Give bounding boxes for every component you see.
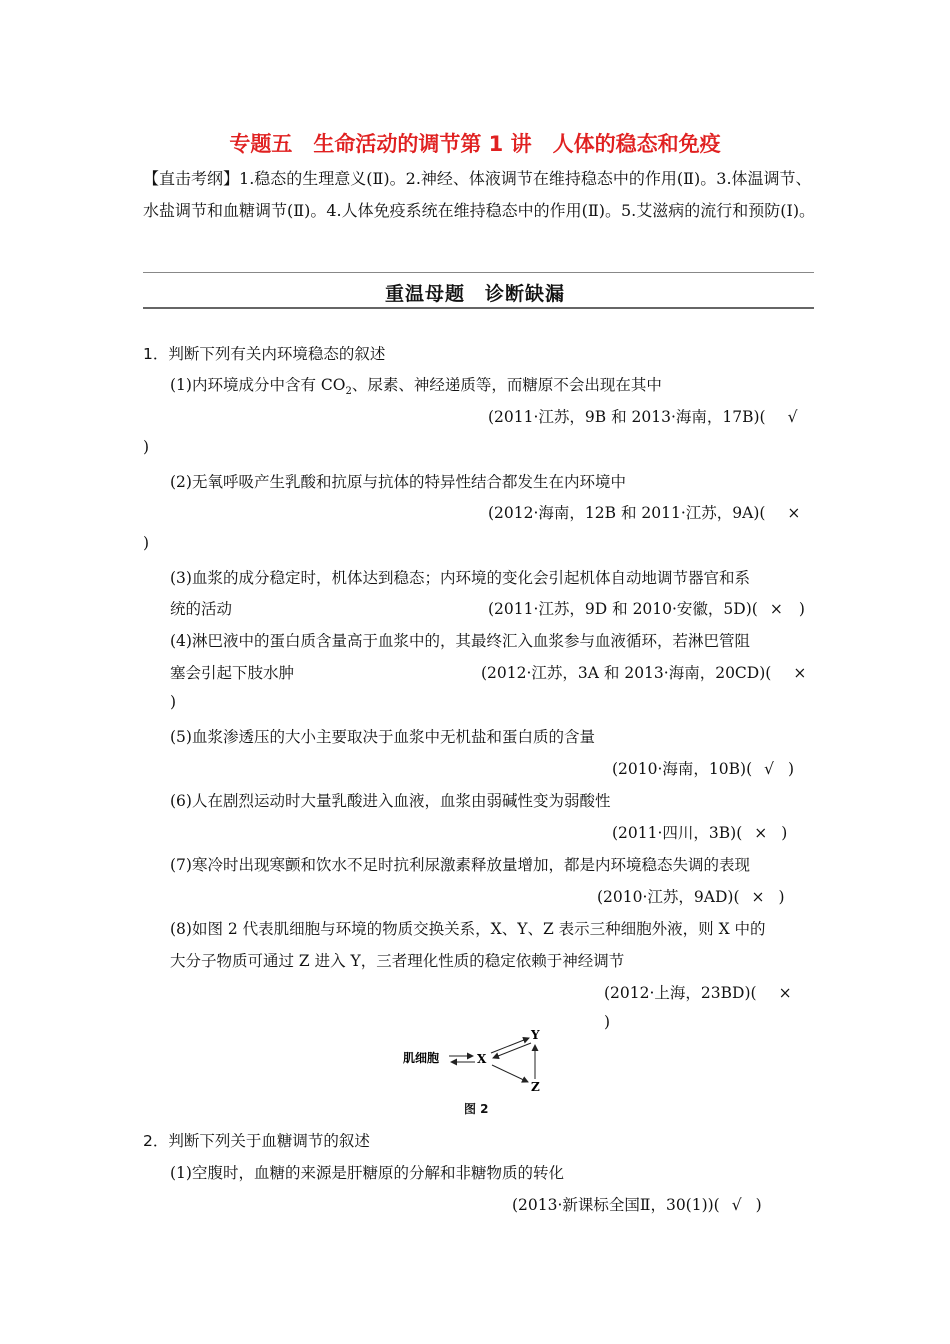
exam-outline — [143, 163, 818, 227]
answer-mark: × — [778, 984, 792, 1002]
section-title: 重温母题 诊断缺漏 — [384, 283, 565, 305]
q1-item-3-source: (2011·江苏，9D 和 2010·安徽，5D)( × ) — [488, 600, 805, 618]
q1-item-8-source: (2012·上海，23BD)( × — [604, 984, 792, 1002]
section-top-rule — [143, 272, 814, 273]
answer-mark: × — [769, 600, 783, 618]
q1-item-5-text: (5)血浆渗透压的大小主要取决于血浆中无机盐和蛋白质的含量 — [170, 728, 595, 746]
answer-mark: × — [754, 824, 768, 842]
q1-item-5-source: (2010·海南，10B)( √ ) — [612, 760, 795, 778]
arrow-x-to-z — [492, 1065, 528, 1082]
q1-item-6-source: (2011·四川，3B)( × ) — [612, 824, 788, 842]
q1-item-4-source: (2012·江苏，3A 和 2013·海南，20CD)( × — [481, 664, 807, 682]
outline-text: 1.稳态的生理意义(Ⅱ)。2.神经、体液调节在维持稳态中的作用(Ⅱ)。3.体温调节、水盐调节和血糖调节(Ⅱ)。4.人体免疫系统在维持稳态中的作用(Ⅱ)。5.艾滋病的流行和预防(Ⅰ)。 — [143, 169, 816, 220]
question-1-heading: 1．判断下列有关内环境稳态的叙述 — [143, 345, 386, 363]
answer-mark: × — [787, 504, 801, 522]
question-2-heading: 2．判断下列关于血糖调节的叙述 — [143, 1132, 370, 1150]
q1-item-1-source: (2011·江苏，9B 和 2013·海南，17B)( √ — [488, 408, 798, 426]
outline-tag: 【直击考纲】 — [143, 169, 240, 188]
answer-mark: × — [751, 888, 765, 906]
answer-mark: √ — [764, 760, 775, 778]
q1-item-7-text: (7)寒冷时出现寒颤和饮水不足时抗利尿激素释放量增加，都是内环境稳态失调的表现 — [170, 856, 750, 874]
section-bottom-rule — [143, 307, 814, 309]
q1-item-1-close: ) — [143, 438, 150, 456]
q1-item-8-line2: 大分子物质可通过 Z 进入 Y，三者理化性质的稳定依赖于神经调节 — [170, 952, 625, 970]
answer-mark: √ — [731, 1196, 742, 1214]
page-title: 专题五 生命活动的调节第 1 讲 人体的稳态和免疫 — [229, 132, 721, 156]
q1-item-8-line1: (8)如图 2 代表肌细胞与环境的物质交换关系，X、Y、Z 表示三种细胞外液，则 X 中的 — [170, 920, 766, 938]
figure-y-label: Y — [531, 1028, 540, 1042]
q1-item-3-line1: (3)血浆的成分稳定时，机体达到稳态；内环境的变化会引起机体自动地调节器官和系 — [170, 569, 750, 587]
q1-item-1-text: (1)内环境成分中含有 $CO_2$、尿素、神经递质等，而糖原不会出现在其中 — [170, 376, 662, 398]
q1-item-2-text: (2)无氧呼吸产生乳酸和抗原与抗体的特异性结合都发生在内环境中 — [170, 473, 626, 491]
figure-cell-label: 肌细胞 — [403, 1051, 440, 1065]
arrow-x-to-y — [491, 1038, 529, 1053]
figure-x-label: X — [477, 1052, 487, 1066]
figure-caption: 图 2 — [464, 1102, 489, 1116]
q1-item-7-source: (2010·江苏，9AD)( × ) — [597, 888, 785, 906]
q1-item-3-line2: 统的活动 — [170, 600, 233, 618]
q1-item-4-close: ) — [170, 693, 177, 711]
q1-item-4-line2: 塞会引起下肢水肿 — [170, 664, 295, 682]
q1-item-4-line1: (4)淋巴液中的蛋白质含量高于血浆中的，其最终汇入血浆参与血液循环，若淋巴管阻 — [170, 632, 750, 650]
q1-item-2-source: (2012·海南，12B 和 2011·江苏，9A)( × — [488, 504, 801, 522]
q1-item-8-close: ) — [604, 1013, 611, 1031]
q1-item-6-text: (6)人在剧烈运动时大量乳酸进入血液，血浆由弱碱性变为弱酸性 — [170, 792, 611, 810]
figure-z-label: Z — [531, 1080, 540, 1094]
answer-mark: × — [793, 664, 807, 682]
arrow-y-to-x — [493, 1043, 531, 1058]
q1-item-2-close: ) — [143, 534, 150, 552]
q2-item-1-source: (2013·新课标全国Ⅱ，30(1))( √ ) — [512, 1196, 762, 1214]
q2-item-1-text: (1)空腹时，血糖的来源是肝糖原的分解和非糖物质的转化 — [170, 1164, 564, 1182]
answer-mark: √ — [787, 408, 798, 426]
figure-2-diagram — [395, 1025, 565, 1095]
